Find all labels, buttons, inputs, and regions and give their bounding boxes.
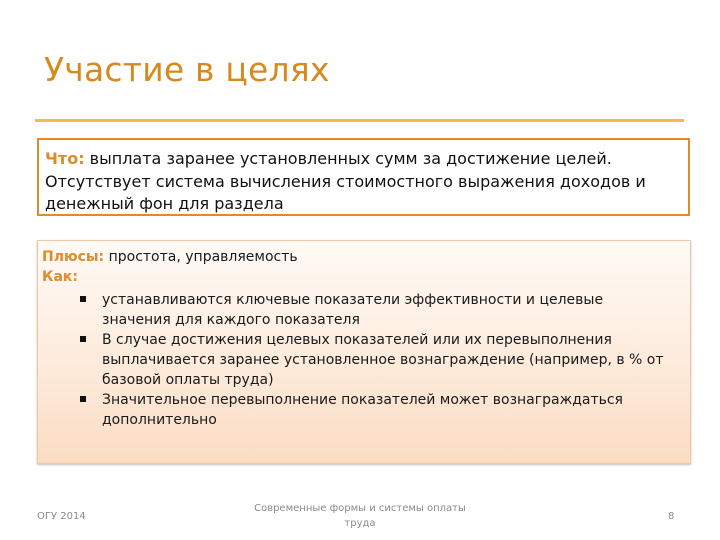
what-label: Что: (45, 149, 85, 168)
footer-organization: ОГУ 2014 (37, 511, 86, 522)
how-bullet-item (102, 330, 684, 390)
pros-label: Плюсы: (42, 249, 105, 265)
footer-page-number: 8 (668, 511, 675, 522)
how-box (37, 240, 691, 464)
title-divider (35, 119, 684, 122)
square-bullet-icon (80, 336, 86, 342)
footer-course-title: Современные формы и системы оплаты труда (254, 503, 466, 529)
what-box (37, 138, 690, 216)
square-bullet-icon (80, 396, 86, 402)
how-bullet-item (102, 290, 684, 330)
how-line (42, 267, 684, 287)
slide-title: Участие в целях (44, 50, 330, 89)
what-text: выплата заранее установленных сумм за достижение целей. Отсутствует система вычисления стоимостного выражения доходов и денежный фон для раздела (45, 149, 646, 213)
pros-text: простота, управляемость (104, 249, 298, 265)
how-bullet-text: Значительное перевыполнение показателей может вознаграждаться дополнительно (102, 392, 623, 428)
pros-line (42, 247, 684, 267)
how-bullet-text: устанавливаются ключевые показатели эффективности и целевые значения для каждого показателя (102, 292, 604, 328)
square-bullet-icon (80, 296, 86, 302)
how-label: Как: (42, 269, 78, 285)
how-bullet-list (42, 290, 684, 430)
how-bullet-item (102, 390, 684, 430)
how-bullet-text: В случае достижения целевых показателей или их перевыполнения выплачивается заранее установленное вознаграждение (например, в % от базовой оплаты труда) (102, 332, 664, 388)
